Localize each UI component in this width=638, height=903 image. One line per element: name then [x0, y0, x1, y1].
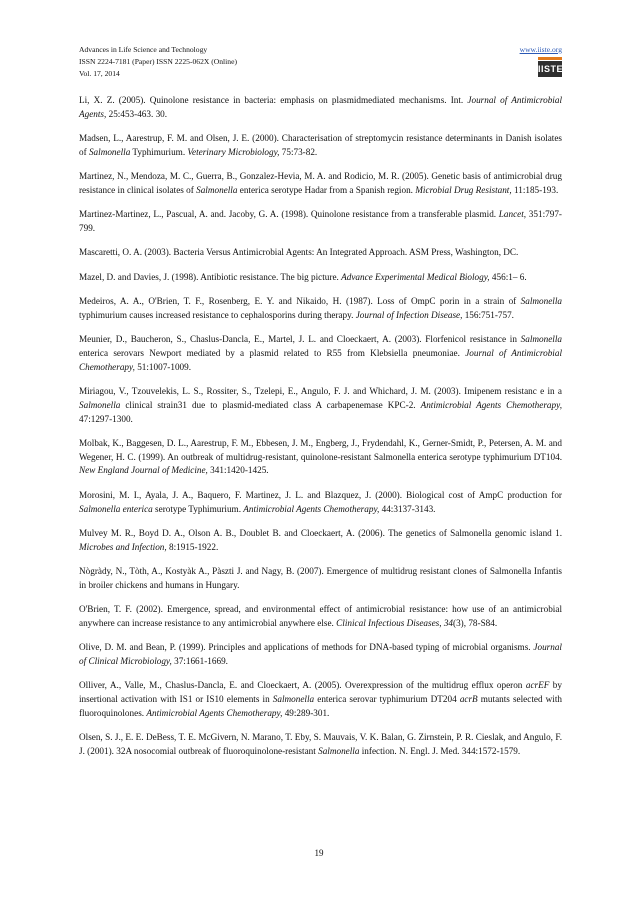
reference-italic-text: Journal of Clinical Microbiology, — [79, 642, 562, 666]
reference-item — [79, 94, 562, 122]
reference-item — [79, 333, 562, 374]
reference-italic-text: Salmonella — [79, 399, 121, 410]
page-number: 19 — [314, 848, 324, 858]
reference-text: O'Brien, T. F. (2002). Emergence, spread, and environmental effect of antimicrobial resistance: how use of an antimicrobial anywhere can increase resistance to any antimicrobial anywhere else. — [79, 604, 562, 628]
reference-text: , 25:453-463. 30. — [104, 108, 168, 119]
reference-italic-text: Salmonella — [88, 146, 131, 157]
reference-text: 44:3137-3143. — [379, 503, 436, 514]
reference-item — [79, 489, 562, 517]
logo-text: IISTE — [538, 64, 564, 74]
reference-italic-text: acrB — [459, 694, 478, 704]
reference-italic-text: Salmonella — [272, 694, 315, 704]
reference-item — [79, 208, 562, 236]
reference-item — [79, 565, 562, 593]
journal-url-link[interactable]: www.iiste.org — [519, 45, 562, 54]
reference-list — [79, 94, 562, 769]
reference-italic-text: Antimicrobial Agents Chemotherapy, — [243, 503, 380, 514]
reference-italic-text: Microbes and Infection, — [79, 541, 167, 552]
reference-text: Mulvey M. R., Boyd D. A., Olson A. B., Doublet B. and Cloeckaert, A. (2006). The genetics of Salmonella genomic island 1. — [79, 527, 562, 538]
iiste-logo — [538, 61, 562, 77]
reference-text: Morosini, M. I., Ayala, J. A., Baquero, F. Martinez, J. L. and Blazquez, J. (2000). Biological cost of AmpC production for — [79, 489, 562, 500]
reference-text: 37:1661-1669. — [171, 655, 228, 666]
reference-italic-text: Antimicrobial Agents Chemotherapy, — [146, 707, 283, 718]
reference-item — [79, 731, 562, 759]
reference-italic-text: Microbial Drug Resistant, — [415, 184, 512, 195]
reference-text: 8:1915-1922. — [166, 541, 219, 552]
reference-text: Nògràdy, N., Tòth, A., Kostyàk A., Pàszti J. and Nagy, B. (2007). Emergence of multidrug resistant clones of Salmonella Infantis in broiler chickens and humans in Hungary. — [79, 565, 562, 590]
reference-italic-text: acrEF — [525, 680, 550, 691]
reference-italic-text: Journal of Antimicrobial Chemotherapy, — [79, 347, 562, 372]
reference-text: , — [439, 617, 444, 628]
reference-italic-text: Salmonella — [520, 295, 562, 306]
reference-italic-text: Lancet, — [498, 209, 527, 220]
reference-text: (3), 78-S84. — [453, 617, 498, 628]
reference-italic-text: 34 — [443, 617, 454, 628]
reference-text: 156:751-757. — [462, 309, 514, 320]
reference-text: mutants selected with fluoroquinolones. — [79, 694, 563, 718]
journal-info — [79, 44, 237, 80]
issn-line: ISSN 2224-7181 (Paper) ISSN 2225-062X (Online) — [79, 57, 237, 66]
reference-italic-text: Veterinary Microbiology, — [187, 146, 280, 157]
reference-item — [79, 641, 562, 669]
reference-item — [79, 271, 562, 285]
reference-italic-text: Antimicrobial Agents Chemotherapy, — [420, 399, 562, 410]
reference-italic-text: New England Journal of Medicine, — [79, 465, 208, 476]
reference-text: enterica serovars Newport mediated by a plasmid related to R55 from Klebsiella pneumoniae. — [79, 347, 466, 358]
reference-text: enterica serovar typhimurium DT204 — [314, 694, 460, 704]
reference-item — [79, 603, 562, 631]
volume-line: Vol. 17, 2014 — [79, 69, 120, 78]
reference-text: 49:289-301. — [282, 707, 330, 718]
reference-text: Madsen, L., Aarestrup, F. M. and Olsen, J. E. (2000). Characterisation of streptomycin resistance determinants in Danish isolates of — [79, 133, 562, 157]
reference-italic-text: Salmonella enterica — [79, 503, 153, 514]
reference-text: Mazel, D. and Davies, J. (1998). Antibiotic resistance. The big picture. — [79, 271, 342, 282]
reference-text: infection. N. Engl. J. Med. 344:1572-1579. — [359, 745, 521, 756]
reference-item — [79, 295, 562, 323]
reference-text: Olliver, A., Valle, M., Chaslus-Dancla, E. and Cloeckaert, A. (2005). Overexpression of the multidrug efflux operon — [79, 680, 526, 691]
reference-text: Meunier, D., Baucheron, S., Chaslus-Dancla, E., Martel, J. L. and Cloeckaert, A. (2003). Florfenicol resistance in — [79, 334, 521, 345]
page-header — [79, 44, 562, 88]
reference-text: 351:797-799. — [79, 209, 562, 234]
reference-italic-text: Advance Experimental Medical Biology, — [341, 271, 490, 282]
reference-text: by insertional activation with IS1 or IS10 elements in — [79, 680, 562, 704]
reference-item — [79, 385, 562, 426]
reference-text: Mascaretti, O. A. (2003). Bacteria Versus Antimicrobial Agents: An Integrated Approach. ASM Press, Washington, DC. — [79, 247, 519, 258]
reference-item — [79, 246, 562, 260]
reference-text: 51:1007-1009. — [134, 361, 192, 372]
reference-text: 456:1– 6. — [489, 271, 527, 282]
reference-text: Li, X. Z. (2005). Quinolone resistance in bacteria: emphasis on plasmidmediated mechanisms. Int. — [79, 95, 468, 105]
reference-text: Martinez, N., Mendoza, M. C., Guerra, B., Gonzalez-Hevia, M. A. and Rodicio, M. R. (2005). Genetic basis of antimicrobial drug resistance in clinical isolates of — [79, 171, 562, 195]
reference-text: Olive, D. M. and Bean, P. (1999). Principles and applications of methods for DNA-based typing of microbial organisms. — [79, 642, 534, 653]
reference-text: 75:73-82. — [279, 146, 318, 157]
reference-text: Molbak, K., Baggesen, D. L., Aarestrup, F. M., Ebbesen, J. M., Engberg, J., Frydendahl, K., Gerner-Smidt, P., Petersen, A. M. and Wegener, H. C. (1999). An outbreak of multidrug-resistant, quinolone-resistant Salmonella enterica serotype typhimurium DT104. — [79, 437, 562, 462]
reference-italic-text: Salmonella — [196, 184, 238, 195]
reference-text: Miriagou, V., Tzouvelekis, L. S., Rossiter, S., Tzelepi, E., Angulo, F. J. and Whichard, J. M. (2003). Imipenem resistanc e in a — [79, 385, 562, 396]
reference-text: clinical strain31 due to plasmid-mediated class A carbapenemase KPC-2. — [120, 399, 421, 410]
reference-text: Medeiros, A. A., O'Brien, T. F., Rosenberg, E. Y. and Nikaido, H. (1987). Loss of OmpC porin in a strain of — [79, 295, 521, 306]
reference-item — [79, 132, 562, 160]
reference-item — [79, 527, 562, 555]
reference-italic-text: Salmonella — [520, 334, 562, 345]
reference-italic-text: Journal of Antimicrobial Agents — [79, 95, 562, 119]
reference-italic-text: Journal of Infection Disease, — [355, 309, 463, 320]
reference-text: Olsen, S. J., E. E. DeBess, T. E. McGivern, N. Marano, T. Eby, S. Mauvais, V. K. Balan, G. Zirnstein, P. R. Cieslak, and Angulo, F. J. (2001). 32A nosocomial outbreak of fluoroquinolone-resistant — [79, 732, 562, 756]
reference-text: 47:1297-1300. — [79, 413, 133, 424]
journal-title: Advances in Life Science and Technology — [79, 45, 208, 54]
reference-text: 11:185-193. — [511, 184, 559, 195]
reference-item — [79, 679, 562, 720]
logo-accent-bar — [538, 57, 562, 60]
reference-italic-text: Clinical Infectious Diseases — [336, 617, 440, 628]
reference-text: Martinez-Martinez, L., Pascual, A. and. Jacoby, G. A. (1998). Quinolone resistance from a transferable plasmid. — [79, 209, 499, 220]
reference-text: Typhimurium. — [130, 146, 188, 157]
reference-text: enterica serotype Hadar from a Spanish region. — [237, 184, 416, 195]
reference-item — [79, 437, 562, 478]
reference-text: serotype Typhimurium. — [152, 503, 244, 514]
reference-text: 341:1420-1425. — [207, 465, 269, 476]
reference-item — [79, 170, 562, 198]
reference-text: typhimurium causes increased resistance to cephalosporins during therapy. — [79, 309, 356, 320]
reference-italic-text: Salmonella — [318, 745, 360, 756]
